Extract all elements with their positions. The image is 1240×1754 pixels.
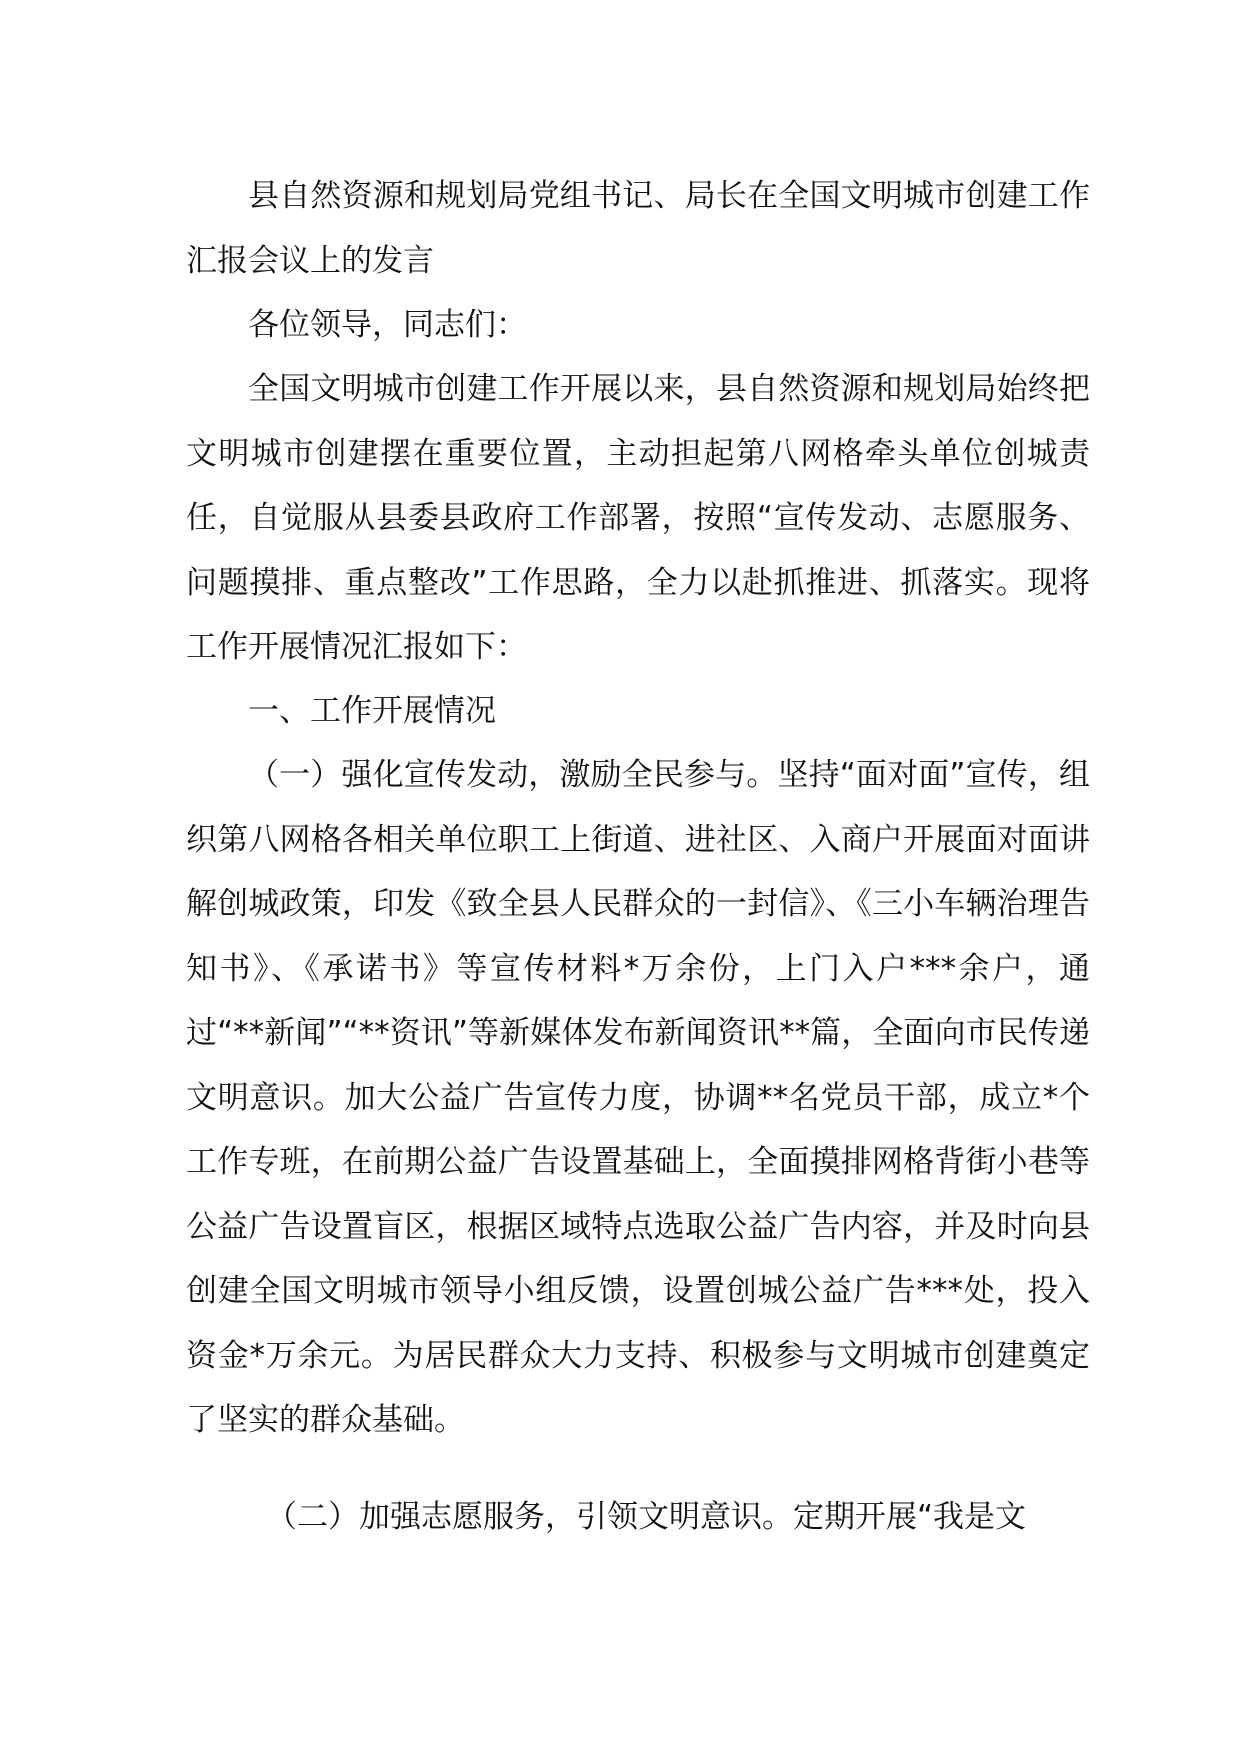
section-heading-block bbox=[186, 679, 1090, 744]
document-title: 县自然资源和规划局党组书记、局长在全国文明城市创建工作汇报会议上的发言 bbox=[186, 178, 1090, 279]
intro-block bbox=[186, 357, 1090, 680]
paragraph-2-block bbox=[186, 1485, 1090, 1550]
intro-paragraph: 全国文明城市创建工作开展以来，县自然资源和规划局始终把文明城市创建摆在重要位置，主动担起第八网格牵头单位创城责任，自觉服从县委县政府工作部署，按照“宣传发动、志愿服务、问题摸排、重点整改”工作思路，全力以赴抓推进、抓落实。现将工作开展情况汇报如下： bbox=[186, 371, 1090, 665]
document-title-block bbox=[186, 164, 1090, 293]
salutation: 各位领导，同志们： bbox=[248, 307, 527, 343]
section-1-heading: 一、工作开展情况 bbox=[248, 693, 496, 729]
salutation-block bbox=[186, 293, 1090, 358]
paragraph-1-block bbox=[186, 743, 1090, 1453]
paragraph-2: （二）加强志愿服务，引领文明意识。定期开展“我是文 bbox=[266, 1499, 1027, 1535]
paragraph-1: （一）强化宣传发动，激励全民参与。坚持“面对面”宣传，组织第八网格各相关单位职工上街道、进社区、入商户开展面对面讲解创城政策，印发《致全县人民群众的一封信》、《三小车辆治理告知书》、《承诺书》等宣传材料*万余份，上门入户***余户，通过“**新闻”“**资讯”等新媒体发布新闻资讯**篇，全面向市民传递文明意识。加大公益广告宣传力度，协调**名党员干部，成立*个工作专班，在前期公益广告设置基础上，全面摸排网格背街小巷等公益广告设置盲区，根据区域特点选取公益广告内容，并及时向县创建全国文明城市领导小组反馈，设置创城公益广告***处，投入资金*万余元。为居民群众大力支持、积极参与文明城市创建奠定了坚实的群众基础。 bbox=[186, 757, 1090, 1438]
